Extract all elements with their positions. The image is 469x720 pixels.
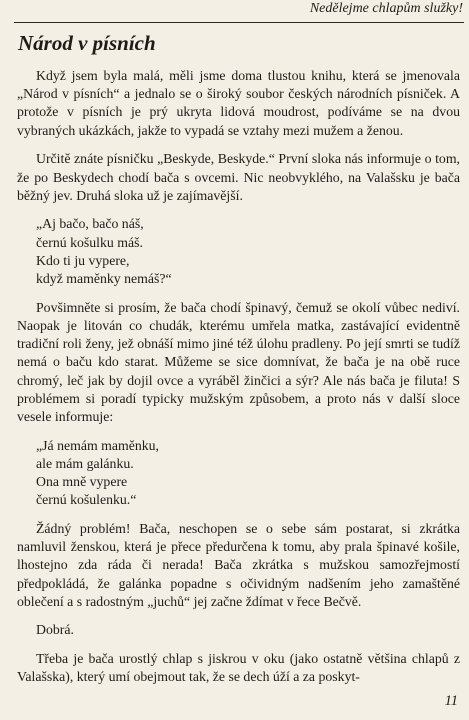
paragraph: Žádný problém! Bača, neschopen se o sebe sám postarat, si zkrátka namluvil ženskou, která je přece předurčena k tomu, aby prala špinavé košile, lhostejno zda ráda či nerada! Bača zkrátka s mužskou samozřejmostí předpokládá, že galánka popadne s očividným nadšením jeho zamaštěné oblečení a s radostným „juchů“ jej začne ždímat v řece Bečvě. <box>17 520 460 609</box>
verse-line: černú košulenku.“ <box>36 492 137 508</box>
paragraph: Dobrá. <box>36 622 74 638</box>
paragraph: Když jsem byla malá, měli jsme doma tlustou knihu, která se jmenovala „Národ v písních“ a jednalo se o široký soubor českých národních písniček. A protože v písních je prý ukryta lidová moudrost, podíváme se na dvou vybraných ukázkách, jakže to vypadá se vztahy mezi mužem a ženou. <box>17 68 460 138</box>
verse-line: ale mám galánku. <box>36 455 134 471</box>
chapter-title: Národ v písních <box>18 31 156 55</box>
page-number: 11 <box>444 693 458 709</box>
running-header: Nedělejme chlapům služky! <box>309 1 463 16</box>
verse-line: Kdo ti ju vypere, <box>36 252 130 268</box>
verse-line: černú košulku máš. <box>36 234 143 250</box>
paragraph: Určitě znáte písničku „Beskyde, Beskyde.“ První sloka nás informuje o tom, že po Beskydech chodí bača s ovcemi. Nic neobvyklého, na Valašsku je bača běžný jev. Druhá sloka už je zajímavější. <box>17 151 460 203</box>
header-rule <box>14 22 464 23</box>
verse-line: když maměnky nemáš?“ <box>36 271 172 287</box>
verse-stanza-1 <box>17 215 460 288</box>
article-body <box>17 67 460 697</box>
paragraph: Třeba je bača urostlý chlap s jiskrou v oku (jako ostatně většina chlapů z Valašska), který umí obejmout tak, že se dech úží a za poskyt- <box>17 651 460 685</box>
verse-line: Ona mně vypere <box>36 474 128 490</box>
verse-line: „Aj bačo, bačo náš, <box>36 216 144 232</box>
paragraph: Povšimněte si prosím, že bača chodí špinavý, čemuž se okolí vůbec nediví. Naopak je litován co chudák, kterému umřela matka, zastávající evidentně tradiční roli ženy, jež obnáší mimo jiné též úlohu pradleny. Po její smrti se tudíž nemá o baču kdo starat. Můžeme se sice domnívat, že bača je na obě ruce chromý, leč jak by dojil ovce a vyráběl žinčici a sýr? Ale nás bača je filuta! S problémem si poradí typicky mužským způsobem, a proto nás v další sloce vesele informuje: <box>17 299 460 424</box>
verse-line: „Já nemám maměnku, <box>36 437 159 453</box>
verse-stanza-2 <box>17 437 460 510</box>
